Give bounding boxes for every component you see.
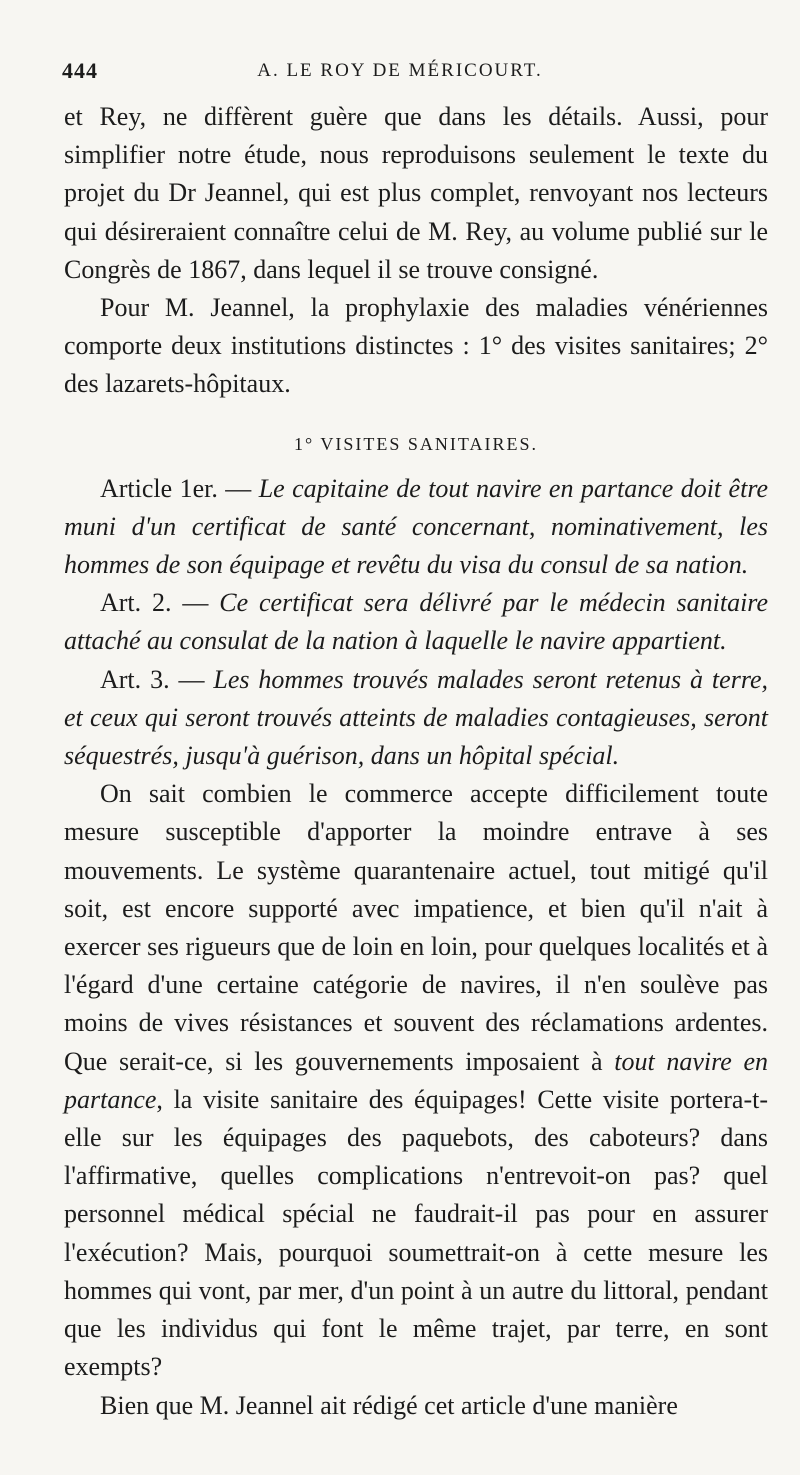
article-2-label: Art. 2. — [100, 588, 209, 618]
paragraph-commerce [64, 775, 768, 1386]
page-number: 444 [62, 58, 98, 83]
article-1 [64, 470, 768, 585]
body-text [64, 98, 768, 1425]
commentary-italic: tout navire en partance [64, 1046, 769, 1114]
running-head: A. LE ROY DE MÉRICOURT. [257, 60, 543, 81]
section-heading: 1° VISITES SANITAIRES. [294, 433, 538, 454]
commentary-text-2: , la visite sanitaire des équipages! Cette visite portera-t-elle sur les équipages des paquebots, des caboteurs? dans l'affirmative, quelles complications n'entrevoit-on pas? quel personnel médical spécial ne faudrait-il pas pour en assurer l'exécution? Mais, pourquoi soumettrait-on à cette mesure les hommes qui vont, par mer, d'un point à un autre du littoral, pendant que les individus qui font le même trajet, par terre, en sont exempts? [64, 1084, 768, 1382]
commentary-text-1: On sait combien le commerce accepte difficilement toute mesure susceptible d'apporter la moindre entrave à ses mouvements. Le système quarantenaire actuel, tout mitigé qu'il soit, est encore supporté avec impatience, et bien qu'il n'ait à exercer ses rigueurs que de loin en loin, pour quelques localités et à l'égard d'une certaine catégorie de navires, il n'en soulève pas moins de vives résistances et souvent des réclamations ardentes. Que serait-ce, si les gouvernements imposaient à [64, 779, 768, 1076]
paragraph-final: Bien que M. Jeannel ait rédigé cet article d'une manière [100, 1390, 678, 1420]
page-header [62, 58, 738, 88]
article-2 [64, 584, 768, 660]
paragraph-prophylaxie: Pour M. Jeannel, la prophylaxie des maladies vénériennes comporte deux institutions distinctes : 1° des visites sanitaires; 2° des lazarets-hôpitaux. [64, 293, 768, 399]
paragraph-intro: et Rey, ne diffèrent guère que dans les détails. Aussi, pour simplifier notre étude, nous reproduisons seulement le texte du projet du Dr Jeannel, qui est plus complet, renvoyant nos lecteurs qui désireraient connaître celui de M. Rey, au volume publié sur le Congrès de 1867, dans lequel il se trouve consigné. [64, 102, 768, 284]
article-3-label: Art. 3. — [100, 664, 205, 694]
article-3 [64, 661, 768, 776]
article-3-text: Les hommes trouvés malades seront retenus à terre, et ceux qui seront trouvés atteints de maladies contagieuses, seront séquestrés, jusqu'à guérison, dans un hôpital spécial. [64, 664, 769, 771]
article-1-label: Article 1er. — [100, 473, 252, 503]
article-1-text: Le capitaine de tout navire en partance doit être muni d'un certificat de santé concernant, nominativement, les hommes de son équipage et revêtu du visa du consul de sa nation. [64, 473, 769, 580]
article-2-text: Ce certificat sera délivré par le médecin sanitaire attaché au consulat de la nation à laquelle le navire appartient. [64, 588, 768, 656]
